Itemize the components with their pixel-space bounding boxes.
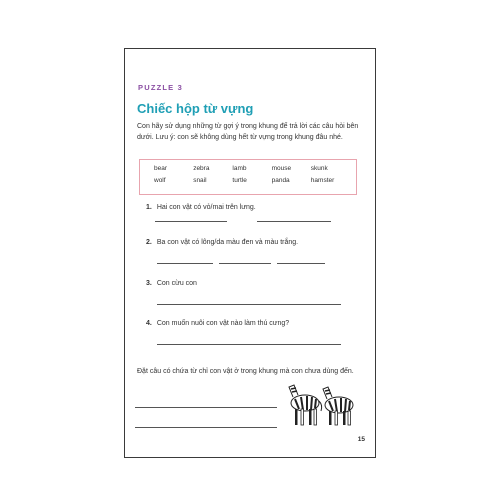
question-number: 4. — [146, 320, 152, 327]
question-3 — [146, 280, 197, 287]
zebra-icon — [285, 379, 357, 429]
answer-line[interactable] — [157, 344, 341, 345]
answer-line[interactable] — [135, 407, 277, 408]
question-number: 3. — [146, 280, 152, 287]
word-item: mouse — [271, 165, 292, 172]
answer-line[interactable] — [157, 304, 341, 305]
question-number: 2. — [146, 239, 152, 246]
question-text: Ba con vật có lông/da màu đen và màu trắng. — [156, 239, 299, 246]
page-number: 15 — [357, 436, 365, 443]
word-box — [139, 159, 357, 195]
word-item: snail — [193, 177, 207, 184]
word-item: hamster — [310, 177, 335, 184]
answer-line[interactable] — [157, 263, 213, 264]
word-item: panda — [271, 177, 290, 184]
question-text: Con cừu con — [156, 280, 197, 287]
puzzle-label: PUZZLE 3 — [138, 83, 184, 92]
word-item: zebra — [193, 165, 210, 172]
question-text: Hai con vật có vỏ/mai trên lưng. — [156, 204, 256, 211]
answer-line[interactable] — [135, 427, 277, 428]
answer-line[interactable] — [155, 221, 227, 222]
word-item: skunk — [310, 165, 328, 172]
word-item: lamb — [232, 165, 247, 172]
bottom-instruction: Đặt câu có chứa từ chỉ con vật ở trong khung mà con chưa dùng đến. — [137, 368, 354, 375]
question-1 — [146, 204, 256, 211]
question-4 — [146, 320, 289, 327]
answer-line[interactable] — [257, 221, 331, 222]
word-item: turtle — [232, 177, 247, 184]
page-title: Chiếc hộp từ vựng — [137, 101, 254, 116]
answer-line[interactable] — [277, 263, 325, 264]
question-number: 1. — [146, 204, 152, 211]
answer-line[interactable] — [219, 263, 271, 264]
word-grid — [154, 165, 350, 184]
instructions: Con hãy sử dụng những từ gợi ý trong khung để trả lời các câu hỏi bên dưới. Lưu ý: con sẽ không dùng hết từ vựng trong khung đâu nhé. — [137, 123, 359, 141]
worksheet-page — [124, 48, 376, 458]
question-text: Con muốn nuôi con vật nào làm thú cưng? — [156, 320, 290, 327]
word-item: wolf — [154, 177, 166, 184]
question-2 — [146, 239, 298, 246]
word-item: bear — [154, 165, 168, 172]
